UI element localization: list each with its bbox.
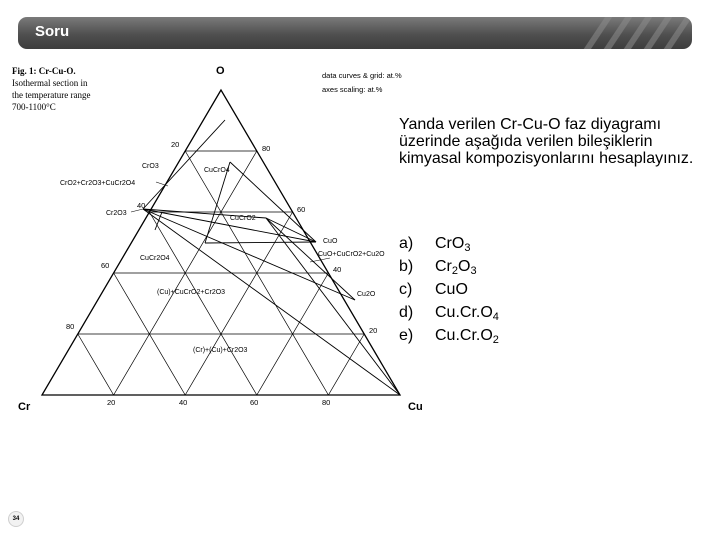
- phase-label-cr2o3: Cr2O3: [106, 210, 127, 217]
- right-tick-label: 80: [262, 144, 271, 153]
- title-decoration: [562, 17, 692, 49]
- formula-subscript: 2: [492, 334, 499, 346]
- option-a: [399, 232, 499, 255]
- bottom-tick-label: 40: [179, 398, 188, 407]
- figure-legend-line: axes scaling: at.%: [322, 85, 383, 94]
- option-formula: CuO: [435, 281, 468, 298]
- option-letter: e): [399, 327, 414, 344]
- option-formula: CrO$_3$: [435, 235, 471, 254]
- option-letter: d): [399, 304, 414, 321]
- phase-label-region-cr: (Cr)+(Cu)+Cr2O3: [193, 347, 248, 354]
- phase-label-region-cu: (Cu)+CuCrO2+Cr2O3: [157, 289, 226, 296]
- option-formula: $Cu.Cr.O_4$: [435, 304, 499, 323]
- option-letter: a): [399, 235, 414, 252]
- option-b: [399, 255, 499, 278]
- phase-label-cucr2o4: CuCr2O4: [140, 255, 170, 262]
- title-bar: [18, 17, 692, 49]
- question-text: Yanda verilen Cr-Cu-O faz diyagramı üzerinde aşağıda verilen bileşiklerin kimyasal kompozisyonlarını hesaplayınız.: [399, 116, 694, 167]
- phase-label-cucro4: CuCrO4: [204, 167, 230, 174]
- right-tick-label: 20: [369, 326, 378, 335]
- phase-label-cro3-mix: CrO2+Cr2O3+CuCr2O4: [60, 180, 136, 187]
- figure-caption-line: the temperature range: [12, 90, 91, 100]
- right-tick-label: 60: [297, 205, 306, 214]
- figure-legend-line: data curves & grid: at.%: [322, 71, 402, 80]
- formula-subscript: 2: [451, 265, 459, 277]
- figure-caption-line: 700-1100°C: [12, 102, 56, 112]
- option-formula: $Cr_2O_3$: [435, 258, 477, 277]
- page-number: 34: [8, 511, 24, 527]
- left-tick-label: 80: [66, 322, 75, 331]
- option-e: [399, 324, 499, 347]
- bottom-tick-label: 20: [107, 398, 116, 407]
- phase-label-cu2o: Cu2O: [357, 291, 376, 298]
- slide-title: Soru: [35, 23, 70, 40]
- bottom-tick-label: 80: [322, 398, 331, 407]
- phase-label-cuo-mix: CuO+CuCrO2+Cu2O: [318, 251, 385, 258]
- option-formula: $Cu.Cr.O_2$: [435, 327, 499, 346]
- left-tick-label: 40: [137, 201, 146, 210]
- vertex-label-cu: Cu: [408, 401, 423, 413]
- vertex-label-cr: Cr: [18, 401, 31, 413]
- right-tick-label: 40: [333, 265, 342, 274]
- option-d: [399, 301, 499, 324]
- figure-caption-line: Isothermal section in: [12, 78, 88, 88]
- formula-subscript: 3: [470, 265, 477, 277]
- option-c: [399, 278, 499, 301]
- answer-options: [399, 232, 499, 347]
- vertex-label-o: O: [216, 65, 225, 77]
- grid-lines: [78, 151, 364, 395]
- cr-cu-o-phase-diagram: [0, 58, 440, 418]
- phase-label-cucro2: CuCrO2: [230, 215, 256, 222]
- phase-label-cro3: CrO3: [142, 163, 159, 170]
- formula-subscript: 3: [464, 242, 471, 254]
- phase-label-cuo: CuO: [323, 238, 338, 245]
- figure-caption-line: Fig. 1: Cr-Cu-O.: [12, 66, 76, 76]
- left-tick-label: 60: [101, 261, 110, 270]
- option-letter: c): [399, 281, 413, 298]
- left-tick-label: 20: [171, 140, 180, 149]
- bottom-tick-label: 60: [250, 398, 259, 407]
- formula-subscript: 4: [492, 311, 499, 323]
- option-letter: b): [399, 258, 414, 275]
